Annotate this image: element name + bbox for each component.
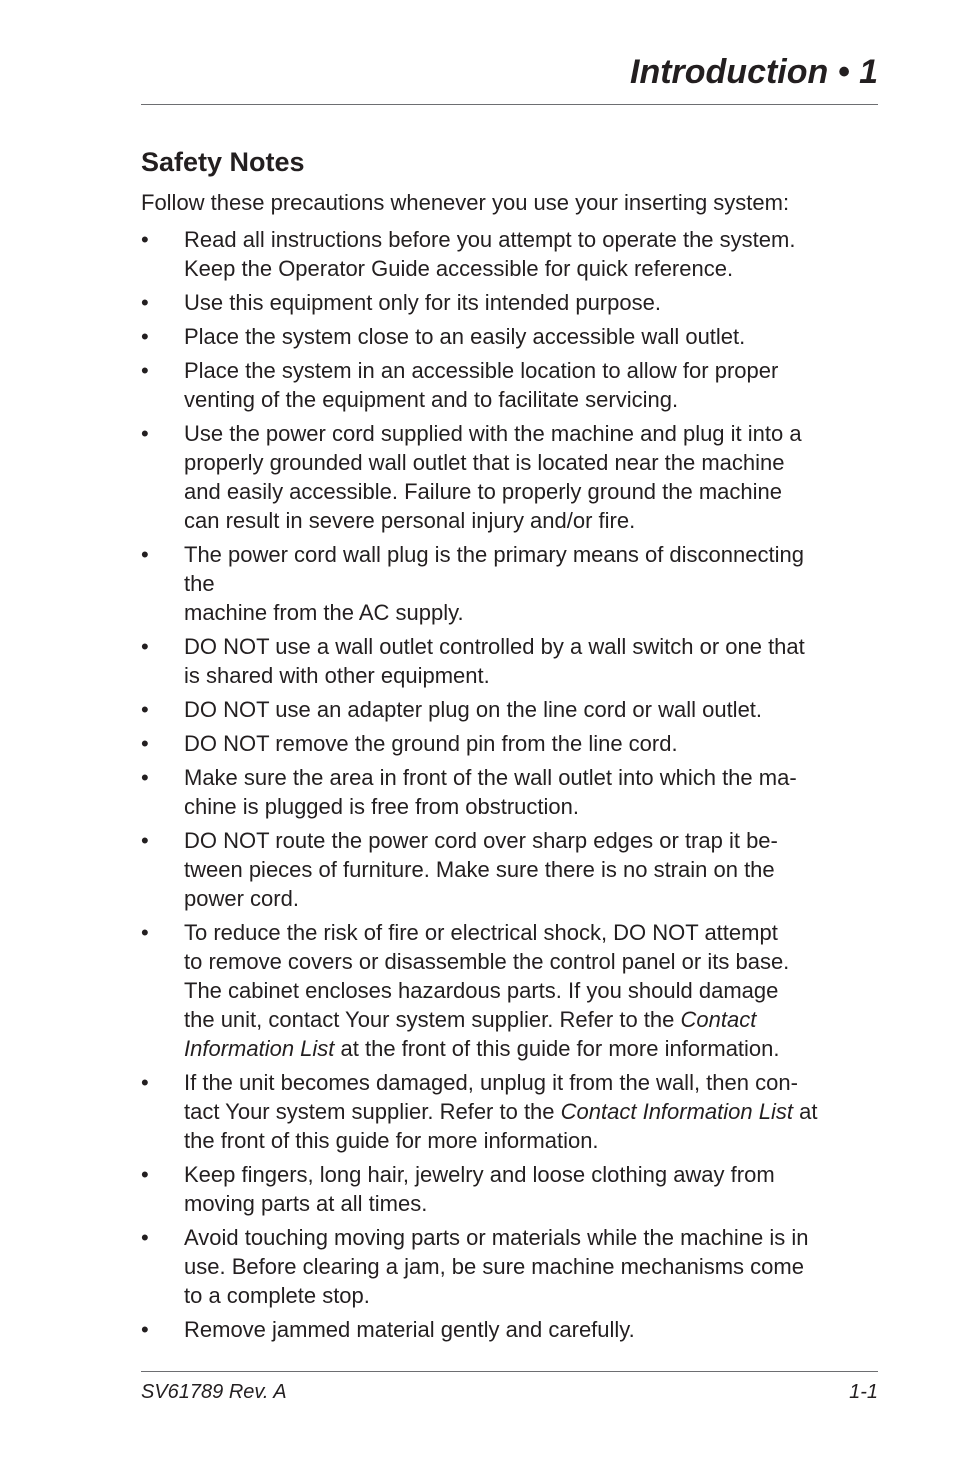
- note-line: [184, 448, 881, 477]
- note-line: [184, 1315, 881, 1344]
- bullet-marker: •: [141, 421, 149, 446]
- note-line: [184, 322, 881, 351]
- note-text: Place the system in an accessible location to allow for proper: [184, 358, 779, 383]
- safety-note-item: [141, 288, 881, 317]
- note-text: DO NOT route the power cord over sharp edges or trap it be-: [184, 828, 778, 853]
- note-text: Make sure the area in front of the wall outlet into which the ma-: [184, 765, 797, 790]
- note-line: [184, 661, 881, 690]
- note-line: [184, 506, 881, 535]
- note-line: [184, 884, 881, 913]
- note-line: [184, 976, 881, 1005]
- note-line: [184, 288, 881, 317]
- safety-note-item: [141, 322, 881, 351]
- note-line: [184, 763, 881, 792]
- note-text: and easily accessible. Failure to properly ground the machine: [184, 479, 782, 504]
- note-line: [184, 1097, 881, 1126]
- note-line: [184, 1252, 881, 1281]
- note-text: is shared with other equipment.: [184, 663, 490, 688]
- safety-note-item: [141, 419, 881, 535]
- note-text: the unit, contact Your system supplier. Refer to the: [184, 1007, 681, 1032]
- note-text: tact Your system supplier. Refer to the: [184, 1099, 561, 1124]
- safety-note-item: [141, 356, 881, 414]
- note-line: [184, 225, 881, 254]
- note-text: DO NOT remove the ground pin from the line cord.: [184, 731, 678, 756]
- note-line: [184, 1223, 881, 1252]
- note-line: [184, 1126, 881, 1155]
- note-text: DO NOT use an adapter plug on the line cord or wall outlet.: [184, 697, 763, 722]
- note-text: moving parts at all times.: [184, 1191, 428, 1216]
- note-line: [184, 598, 881, 627]
- note-line: [184, 385, 881, 414]
- note-line: [184, 729, 881, 758]
- note-text: machine from the AC supply.: [184, 600, 464, 625]
- note-text: at the front of this guide for more information.: [334, 1036, 780, 1061]
- note-line: [184, 254, 881, 283]
- bullet-marker: •: [141, 290, 149, 315]
- safety-note-item: [141, 826, 881, 913]
- note-text: venting of the equipment and to facilitate servicing.: [184, 387, 679, 412]
- bullet-marker: •: [141, 828, 149, 853]
- note-text: The power cord wall plug is the primary means of disconnecting: [184, 542, 804, 567]
- bullet-marker: •: [141, 765, 149, 790]
- note-line: [184, 419, 881, 448]
- note-line: [184, 1068, 881, 1097]
- document-id: SV61789 Rev. A: [141, 1381, 287, 1403]
- note-text: tween pieces of furniture. Make sure there is no strain on the: [184, 857, 775, 882]
- note-text: Use this equipment only for its intended purpose.: [184, 290, 661, 315]
- note-line: [184, 356, 881, 385]
- note-line: [184, 569, 881, 598]
- note-text: To reduce the risk of fire or electrical shock, DO NOT attempt: [184, 920, 778, 945]
- note-text: the: [184, 571, 215, 596]
- note-text: Avoid touching moving parts or materials while the machine is in: [184, 1225, 809, 1250]
- note-line: [184, 1281, 881, 1310]
- note-line: [184, 918, 881, 947]
- bullet-marker: •: [141, 324, 149, 349]
- note-line: [184, 1160, 881, 1189]
- note-text: at: [793, 1099, 818, 1124]
- note-text: the front of this guide for more information.: [184, 1128, 599, 1153]
- note-line: [184, 1005, 881, 1034]
- page-content: [141, 143, 881, 1349]
- footer-rule: [141, 1371, 878, 1372]
- safety-note-item: [141, 695, 881, 724]
- safety-note-item: [141, 1160, 881, 1218]
- bullet-marker: •: [141, 1162, 149, 1187]
- note-text: to remove covers or disassemble the control panel or its base.: [184, 949, 790, 974]
- note-text: The cabinet encloses hazardous parts. If you should damage: [184, 978, 779, 1003]
- note-line: [184, 855, 881, 884]
- note-line: [184, 632, 881, 661]
- note-line: [184, 1189, 881, 1218]
- note-text: Keep fingers, long hair, jewelry and loose clothing away from: [184, 1162, 775, 1187]
- note-line: [184, 1034, 881, 1063]
- header-rule: [141, 104, 878, 105]
- italic-reference: Contact: [680, 1007, 757, 1032]
- safety-note-item: [141, 1068, 881, 1155]
- note-text: If the unit becomes damaged, unplug it from the wall, then con-: [184, 1070, 798, 1095]
- safety-note-item: [141, 1315, 881, 1344]
- italic-reference: Contact Information List: [560, 1099, 793, 1124]
- note-text: power cord.: [184, 886, 299, 911]
- safety-note-item: [141, 1223, 881, 1310]
- intro-paragraph: Follow these precautions whenever you use your inserting system:: [141, 190, 790, 215]
- note-line: [184, 540, 881, 569]
- note-text: Read all instructions before you attempt to operate the system.: [184, 227, 796, 252]
- bullet-marker: •: [141, 542, 149, 567]
- bullet-marker: •: [141, 697, 149, 722]
- note-line: [184, 477, 881, 506]
- safety-note-item: [141, 918, 881, 1063]
- safety-note-item: [141, 225, 881, 283]
- page-number: 1-1: [849, 1381, 878, 1403]
- note-line: [184, 792, 881, 821]
- note-text: DO NOT use a wall outlet controlled by a wall switch or one that: [184, 634, 805, 659]
- note-text: to a complete stop.: [184, 1283, 370, 1308]
- note-text: Keep the Operator Guide accessible for quick reference.: [184, 256, 734, 281]
- bullet-marker: •: [141, 1317, 149, 1342]
- bullet-marker: •: [141, 731, 149, 756]
- note-text: Use the power cord supplied with the machine and plug it into a: [184, 421, 802, 446]
- bullet-marker: •: [141, 358, 149, 383]
- note-line: [184, 826, 881, 855]
- italic-reference: Information List: [184, 1036, 335, 1061]
- safety-note-item: [141, 632, 881, 690]
- bullet-marker: •: [141, 227, 149, 252]
- note-text: properly grounded wall outlet that is located near the machine: [184, 450, 785, 475]
- safety-note-item: [141, 729, 881, 758]
- safety-notes-list: [141, 225, 881, 1344]
- note-text: can result in severe personal injury and/or fire.: [184, 508, 636, 533]
- note-text: chine is plugged is free from obstruction.: [184, 794, 579, 819]
- safety-note-item: [141, 540, 881, 627]
- note-line: [184, 947, 881, 976]
- bullet-marker: •: [141, 1070, 149, 1095]
- section-title: Safety Notes: [141, 147, 305, 177]
- note-line: [184, 695, 881, 724]
- note-text: use. Before clearing a jam, be sure machine mechanisms come: [184, 1254, 804, 1279]
- bullet-marker: •: [141, 1225, 149, 1250]
- note-text: Remove jammed material gently and carefully.: [184, 1317, 635, 1342]
- bullet-marker: •: [141, 634, 149, 659]
- safety-note-item: [141, 763, 881, 821]
- note-text: Place the system close to an easily accessible wall outlet.: [184, 324, 746, 349]
- chapter-title: Introduction • 1: [630, 53, 878, 91]
- bullet-marker: •: [141, 920, 149, 945]
